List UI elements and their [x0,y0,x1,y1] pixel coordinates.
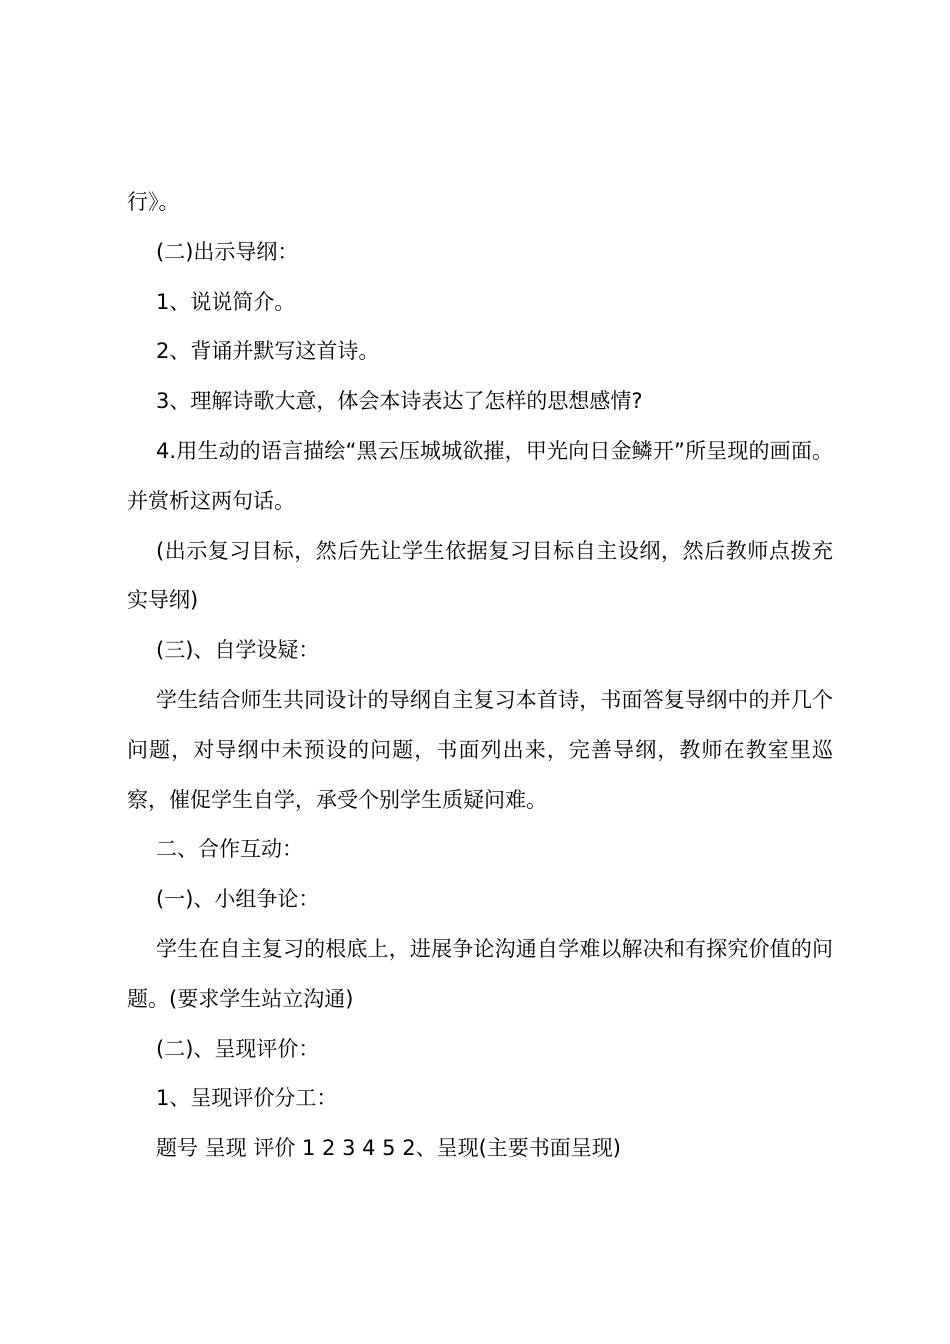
outline-note: (出示复习目标，然后先让学生依据复习目标自主设纲，然后教师点拨充实导纲) [127,538,833,613]
outline-item-4: 4.用生动的语言描绘“黑云压城城欲摧，甲光向日金鳞开”所呈现的画面。并赏析这两句话。 [127,438,833,513]
outline-item-1: 1、说说简介。 [156,289,296,314]
group-discussion-text: 学生在自主复习的根底上，进展争论沟通自学难以解决和有探究价值的问题。(要求学生站立沟通) [127,936,833,1011]
presentation-item-1: 1、呈现评价分工： [156,1086,338,1111]
heading-outline: (二)出示导纲： [156,239,299,264]
heading-cooperation: 二、合作互动： [156,837,303,862]
self-study-text: 学生结合师生共同设计的导纲自主复习本首诗，书面答复导纲中的并几个问题，对导纲中未预设的问题，书面列出来，完善导纲，教师在教室里巡察，催促学生自学，承受个别学生质疑问难。 [127,687,833,812]
paragraph-continuation: 行》。 [127,190,180,214]
heading-presentation: (二)、呈现评价： [156,1036,320,1061]
outline-item-2: 2、背诵并默写这首诗。 [156,339,380,364]
outline-item-3: 3、理解诗歌大意，体会本诗表达了怎样的思想感情? [156,389,643,414]
presentation-table-row: 题号 呈现 评价 1 2 3 4 5 2、呈现(主要书面呈现) [156,1136,621,1161]
heading-self-study: (三)、自学设疑： [156,638,320,663]
heading-group-discussion: (一)、小组争论： [156,887,320,912]
document-body [127,178,833,1174]
